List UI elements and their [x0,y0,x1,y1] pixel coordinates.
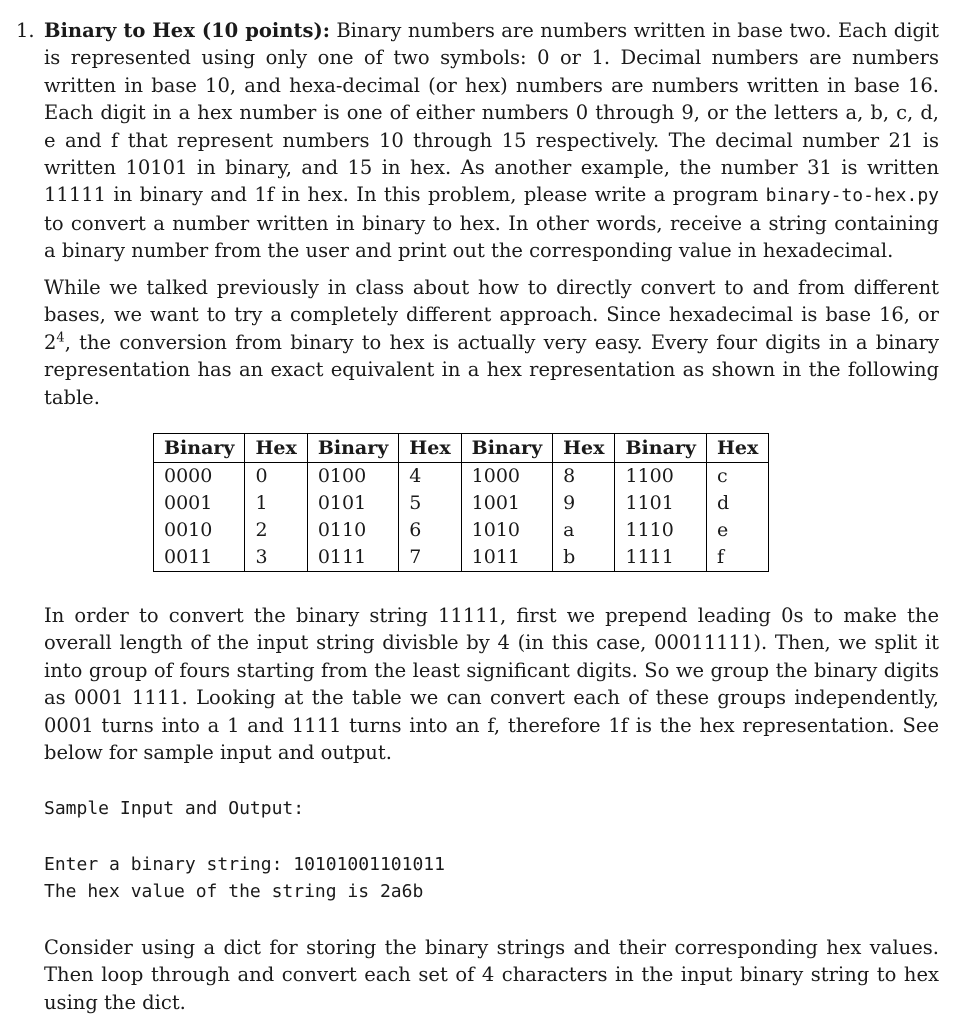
header-binary-2: Binary [307,434,398,463]
table-cell: 5 [399,490,461,517]
table-cell: c [706,463,768,491]
table-cell: 0011 [154,544,245,572]
table-cell: 0100 [307,463,398,491]
table-cell: 6 [399,517,461,544]
table-cell: 0101 [307,490,398,517]
table-row [154,544,769,572]
table-cell: 8 [553,463,615,491]
table-header-row [154,434,769,463]
table-cell: 0111 [307,544,398,572]
table-cell: 0001 [154,490,245,517]
table-cell: 1101 [615,490,706,517]
sample-output-line: The hex value of the string is 2a6b [44,881,424,902]
table-cell: 0110 [307,517,398,544]
approach-paragraph [44,274,939,411]
table-cell: 3 [245,544,307,572]
table-row [154,517,769,544]
table-row [154,490,769,517]
table-cell: e [706,517,768,544]
header-hex-1: Hex [245,434,307,463]
intro-text-1: Binary numbers are numbers written in base two. Each digit is represented using only one of two symbols: 0 or 1. Decimal numbers are numbers written in base 10, and hexa-decimal (or hex) numbers are numbers written in base 16. Each digit in a hex number is one of either numbers 0 through 9, or the letters a, b, c, d, e and f that represent numbers 10 through 15 respectively. The decimal number 21 is written 10101 in binary, and 15 in hex. As another example, the number 31 is written 11111 in binary and 1f in hex. In this problem, please write a program [44,19,939,207]
table-cell: 1000 [461,463,552,491]
table-cell: d [706,490,768,517]
table-cell: 0010 [154,517,245,544]
intro-text-2: to convert a number written in binary to hex. In other words, receive a string containing a binary number from the user and print out the corresponding value in hexadecimal. [44,211,939,263]
hint-paragraph: Consider using a dict for storing the binary strings and their corresponding hex values. Then loop through and convert each set of 4 characters in the input binary string to hex using the dict. [44,936,939,1014]
approach-text-2: , the conversion from binary to hex is actually very easy. Every four digits in a binary representation has an exact equivalent in a hex representation as shown in the following table. [44,330,939,409]
header-binary-1: Binary [154,434,245,463]
header-binary-3: Binary [461,434,552,463]
table-cell: b [553,544,615,572]
table-row [154,463,769,491]
binary-hex-table [153,433,769,572]
table-cell: 1001 [461,490,552,517]
problem-intro [44,17,939,265]
table-cell: f [706,544,768,572]
header-binary-4: Binary [615,434,706,463]
table-cell: 0 [245,463,307,491]
table-cell: a [553,517,615,544]
table-cell: 2 [245,517,307,544]
example-paragraph: In order to convert the binary string 11111, first we prepend leading 0s to make the overall length of the input string divisble by 4 (in this case, 00011111). Then, we split it into group of fours starting from the least significant digits. So we group the binary digits as 0001 1111. Looking at the table we can convert each of these groups independently, 0001 turns into a 1 and 1111 turns into an f, therefore 1f is the hex representation. See below for sample input and output. [44,604,939,765]
header-hex-3: Hex [553,434,615,463]
table-cell: 1 [245,490,307,517]
table-cell: 1110 [615,517,706,544]
problem-title: Binary to Hex (10 points): [44,19,330,42]
header-hex-2: Hex [399,434,461,463]
approach-exponent: 4 [56,330,65,346]
approach-text-1: While we talked previously in class about how to directly convert to and from different bases, we want to try a completely different approach. Since hexadecimal is base 16, or 2 [44,276,939,354]
table-cell: 9 [553,490,615,517]
table-cell: 0000 [154,463,245,491]
table-cell: 1100 [615,463,706,491]
table-cell: 7 [399,544,461,572]
header-hex-4: Hex [706,434,768,463]
table-cell: 1011 [461,544,552,572]
table-cell: 1010 [461,517,552,544]
problem-number: 1. [16,19,35,42]
program-filename: binary-to-hex.py [765,185,939,207]
table-cell: 4 [399,463,461,491]
sample-heading: Sample Input and Output: [44,798,305,819]
sample-input-line: Enter a binary string: 10101001101011 [44,854,445,875]
table-cell: 1111 [615,544,706,572]
